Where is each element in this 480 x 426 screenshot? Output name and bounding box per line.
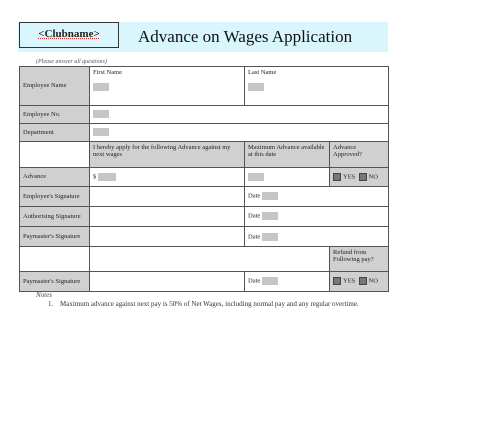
refund-no-checkbox[interactable]	[359, 277, 367, 285]
advance-amount-cell[interactable]	[90, 168, 245, 186]
refund-no-label: NO	[368, 277, 378, 285]
approved-yes-checkbox[interactable]	[333, 173, 341, 181]
refund-yes-checkbox[interactable]	[333, 277, 341, 285]
department-field[interactable]	[93, 128, 109, 136]
employee-signature-label: Employee's Signature	[20, 186, 90, 206]
date-label: Date	[248, 192, 261, 200]
approved-cell	[330, 168, 389, 186]
employee-no-cell[interactable]	[90, 105, 389, 123]
max-advance-cell[interactable]	[245, 168, 330, 186]
advance-amount-field[interactable]	[98, 173, 116, 181]
department-cell[interactable]	[90, 123, 389, 141]
paymaster-signature-label: Paymaster's Signature	[20, 227, 90, 247]
refund-label: Refund from Following pay?	[330, 247, 389, 271]
employee-no-label: Employee No.	[20, 105, 90, 123]
last-name-label: Last Name	[248, 69, 277, 76]
date-label: Date	[248, 233, 261, 241]
notes-list	[48, 300, 368, 309]
approved-yes-label: YES	[343, 173, 356, 181]
employee-name-row	[20, 67, 389, 106]
employee-no-field[interactable]	[93, 110, 109, 118]
paymaster-signature-date-cell-2[interactable]	[245, 271, 330, 291]
employee-signature-date-field[interactable]	[262, 192, 278, 200]
paymaster-signature-field[interactable]	[90, 227, 245, 247]
advance-row	[20, 168, 389, 186]
blank-header-cell	[20, 141, 90, 167]
note-text: Maximum advance against next pay is 50% of Net Wages, including normal pay and any regular overtime.	[60, 300, 359, 308]
max-advance-field[interactable]	[248, 173, 264, 181]
employee-signature-row	[20, 186, 389, 206]
refund-cell	[330, 271, 389, 291]
employee-signature-date-cell[interactable]	[245, 186, 389, 206]
last-name-field[interactable]	[248, 83, 264, 91]
currency-symbol: $	[93, 173, 97, 181]
approved-no-checkbox[interactable]	[359, 173, 367, 181]
date-label: Date	[248, 212, 261, 220]
paymaster-signature-date-field-2[interactable]	[262, 277, 278, 285]
last-name-cell[interactable]	[245, 67, 389, 106]
notes-title: Notes	[36, 291, 52, 299]
instruction-text: (Please answer all questions)	[36, 59, 107, 65]
paymaster-signature-label-2: Paymaster's Signature	[20, 271, 90, 291]
advance-approved-label: Advance Approved?	[330, 141, 389, 167]
authorising-signature-date-field[interactable]	[262, 212, 278, 220]
date-label: Date	[248, 277, 261, 285]
apply-text: I hereby apply for the following Advance against my next wages	[90, 141, 245, 167]
advance-header-row	[20, 141, 389, 167]
first-name-cell[interactable]	[90, 67, 245, 106]
blank-refund-span	[90, 247, 330, 271]
blank-refund-cell	[20, 247, 90, 271]
department-label: Department	[20, 123, 90, 141]
refund-header-row	[20, 247, 389, 271]
paymaster-signature-row	[20, 227, 389, 247]
employee-no-row	[20, 105, 389, 123]
employee-signature-field[interactable]	[90, 186, 245, 206]
authorising-signature-date-cell[interactable]	[245, 206, 389, 226]
first-name-field[interactable]	[93, 83, 109, 91]
paymaster-signature-date-cell[interactable]	[245, 227, 389, 247]
max-advance-label: Maximum Advance available at this date	[245, 141, 330, 167]
form-title: Advance on Wages Application	[138, 27, 353, 46]
advance-label: Advance	[20, 168, 90, 186]
paymaster-signature-row-2	[20, 271, 389, 291]
clubname-box	[19, 22, 119, 48]
header-banner	[18, 22, 388, 52]
paymaster-signature-field-2[interactable]	[90, 271, 245, 291]
approved-no-label: NO	[368, 173, 378, 181]
clubname-field[interactable]: <Clubname>	[38, 28, 100, 40]
authorising-signature-label: Authorising Signature	[20, 206, 90, 226]
refund-yes-label: YES	[343, 277, 356, 285]
employee-name-label: Employee Name	[20, 67, 90, 106]
department-row	[20, 123, 389, 141]
authorising-signature-row	[20, 206, 389, 226]
first-name-label: First Name	[93, 69, 123, 76]
paymaster-signature-date-field[interactable]	[262, 233, 278, 241]
note-number: 1.	[48, 300, 54, 308]
authorising-signature-field[interactable]	[90, 206, 245, 226]
application-form-table	[19, 66, 389, 292]
